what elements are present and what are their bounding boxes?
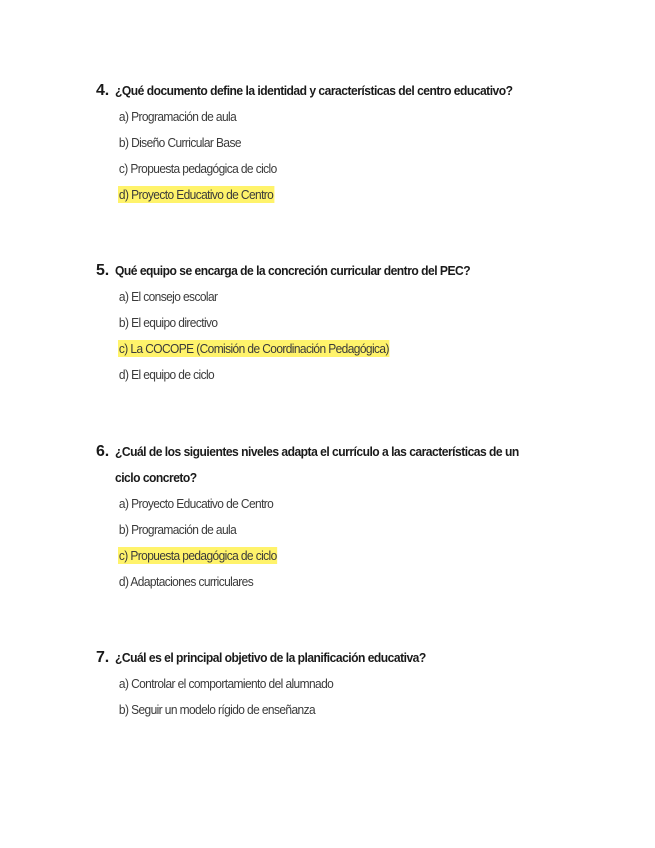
- option-d: d) Adaptaciones curriculares: [118, 574, 254, 589]
- option-c-highlighted-answer: c) Propuesta pedagógica de ciclo: [118, 548, 277, 563]
- option-b: b) El equipo directivo: [118, 315, 218, 330]
- options-list: [96, 284, 576, 388]
- option-c-highlighted-answer: c) La COCOPE (Comisión de Coordinación Pedagógica): [118, 341, 389, 356]
- option-a: a) Controlar el comportamiento del alumnado: [118, 676, 334, 691]
- question-header: [96, 258, 576, 284]
- question-text: Qué equipo se encarga de la concreción curricular dentro del PEC?: [115, 263, 471, 278]
- option-a: a) El consejo escolar: [118, 289, 218, 304]
- option-d-highlighted-answer: d) Proyecto Educativo de Centro: [118, 187, 274, 202]
- option-c: c) Propuesta pedagógica de ciclo: [118, 161, 277, 176]
- question-header: [96, 78, 576, 104]
- question-header: [96, 439, 576, 491]
- options-list: [96, 491, 576, 595]
- option-d: d) El equipo de ciclo: [118, 367, 215, 382]
- option-b: b) Programación de aula: [118, 522, 237, 537]
- question-4: [96, 78, 576, 208]
- option-b: b) Seguir un modelo rígido de enseñanza: [118, 702, 316, 717]
- question-text: ¿Qué documento define la identidad y características del centro educativo?: [115, 83, 513, 98]
- question-6: [96, 439, 576, 595]
- question-text: ¿Cuál de los siguientes niveles adapta el currículo a las características de un ciclo concreto?: [115, 444, 519, 485]
- question-number: 5.: [96, 262, 109, 279]
- option-b: b) Diseño Curricular Base: [118, 135, 241, 150]
- question-header: [96, 645, 576, 671]
- option-a: a) Programación de aula: [118, 109, 237, 124]
- options-list: [96, 671, 576, 723]
- option-a: a) Proyecto Educativo de Centro: [118, 496, 274, 511]
- question-number: 4.: [96, 82, 109, 99]
- question-text: ¿Cuál es el principal objetivo de la planificación educativa?: [115, 650, 426, 665]
- question-number: 7.: [96, 649, 109, 666]
- question-number: 6.: [96, 443, 109, 460]
- question-7: [96, 645, 576, 723]
- options-list: [96, 104, 576, 208]
- question-5: [96, 258, 576, 388]
